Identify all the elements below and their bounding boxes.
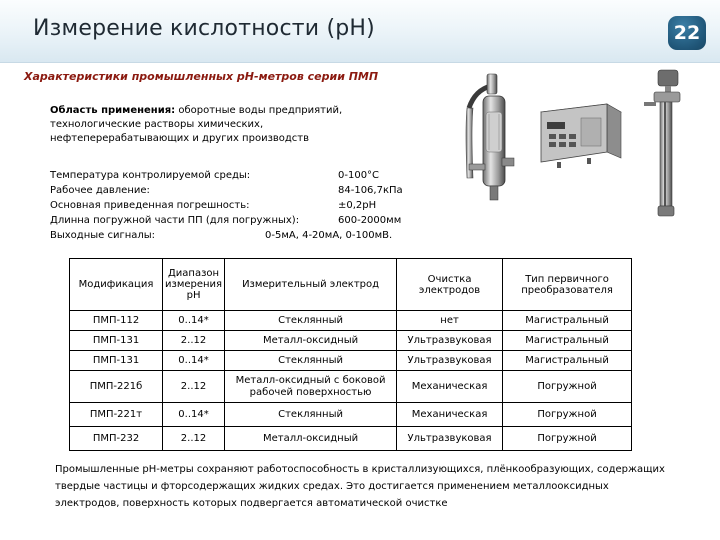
submersible-probe-image bbox=[640, 68, 685, 218]
header-modification: Модификация bbox=[70, 259, 163, 311]
table-cell: 0..14* bbox=[163, 311, 225, 331]
page-number-badge: 22 bbox=[668, 16, 706, 50]
table-row bbox=[70, 371, 632, 403]
param-row bbox=[50, 213, 420, 228]
header-cleaning: Очистка электродов bbox=[397, 259, 503, 311]
param-label: Рабочее давление: bbox=[50, 185, 150, 196]
table-cell: ПМП-221б bbox=[70, 371, 163, 403]
param-row bbox=[50, 228, 420, 243]
table-cell: Погружной bbox=[503, 371, 632, 403]
table-cell: нет bbox=[397, 311, 503, 331]
param-row bbox=[50, 168, 420, 183]
table-cell: ПМП-131 bbox=[70, 351, 163, 371]
table-cell: Ультразвуковая bbox=[397, 351, 503, 371]
table-cell: Погружной bbox=[503, 403, 632, 427]
table-cell: Стеклянный bbox=[225, 403, 397, 427]
table-cell: Механическая bbox=[397, 403, 503, 427]
table-row bbox=[70, 427, 632, 451]
table-row bbox=[70, 311, 632, 331]
table-cell: Магистральный bbox=[503, 331, 632, 351]
slide-title: Измерение кислотности (pH) bbox=[33, 16, 375, 41]
table-header-row bbox=[70, 259, 632, 311]
table-cell: 2..12 bbox=[163, 331, 225, 351]
title-bar bbox=[0, 0, 720, 63]
flow-sensor-image bbox=[455, 68, 525, 203]
table-cell: 2..12 bbox=[163, 371, 225, 403]
param-value: 0-100°С bbox=[338, 170, 380, 181]
table-row bbox=[70, 351, 632, 371]
transmitter-unit-image bbox=[537, 100, 623, 170]
param-label: Температура контролируемой среды: bbox=[50, 170, 251, 181]
table-cell: Ультразвуковая bbox=[397, 427, 503, 451]
modifications-table bbox=[69, 258, 632, 451]
table-cell: 2..12 bbox=[163, 427, 225, 451]
param-value: ±0,2pH bbox=[338, 200, 377, 211]
table-cell: Стеклянный bbox=[225, 351, 397, 371]
scope-label: Область применения: bbox=[50, 105, 176, 116]
table-cell: Металл-оксидный bbox=[225, 427, 397, 451]
table-cell: 0..14* bbox=[163, 403, 225, 427]
section-subtitle: Характеристики промышленных pH-метров серии ПМП bbox=[24, 70, 379, 83]
table-cell: Стеклянный bbox=[225, 311, 397, 331]
scope-text: оборотные воды предприятий, технологические растворы химических, нефтеперерабатывающих и других производств bbox=[50, 105, 343, 144]
table-cell: Ультразвуковая bbox=[397, 331, 503, 351]
table-row bbox=[70, 331, 632, 351]
table-cell: 0..14* bbox=[163, 351, 225, 371]
param-label: Длинна погружной части ПП (для погружных): bbox=[50, 215, 300, 226]
param-value: 600-2000мм bbox=[338, 215, 402, 226]
header-electrode: Измерительный электрод bbox=[225, 259, 397, 311]
param-label: Выходные сигналы: bbox=[50, 230, 156, 241]
table-cell: Магистральный bbox=[503, 351, 632, 371]
param-label: Основная приведенная погрешность: bbox=[50, 200, 250, 211]
param-row bbox=[50, 183, 420, 198]
table-cell: ПМП-131 bbox=[70, 331, 163, 351]
footer-note: Промышленные pH-метры сохраняют работоспособность в кристаллизующихся, плёнкообразующих, содержащих твердые частицы и фторсодержащих жидких средах. Это достигается применением металлооксидных электродов, поверхность которых подвергается автоматической очистке bbox=[55, 464, 665, 509]
table-cell: Механическая bbox=[397, 371, 503, 403]
table-cell: Погружной bbox=[503, 427, 632, 451]
table-cell: ПМП-232 bbox=[70, 427, 163, 451]
table-row bbox=[70, 403, 632, 427]
table-cell: ПМП-221т bbox=[70, 403, 163, 427]
parameters-list bbox=[50, 168, 420, 243]
table-cell: Магистральный bbox=[503, 311, 632, 331]
param-value: 84-106,7кПа bbox=[338, 185, 403, 196]
header-range: Диапазон измерения pH bbox=[163, 259, 225, 311]
header-converter-type: Тип первичного преобразователя bbox=[503, 259, 632, 311]
table-cell: ПМП-112 bbox=[70, 311, 163, 331]
param-row bbox=[50, 198, 420, 213]
table-cell: Металл-оксидный bbox=[225, 331, 397, 351]
param-value: 0-5мА, 4-20мА, 0-100мВ. bbox=[265, 230, 393, 241]
application-scope bbox=[50, 104, 380, 146]
table-cell: Металл-оксидный с боковой рабочей поверхностью bbox=[225, 371, 397, 403]
